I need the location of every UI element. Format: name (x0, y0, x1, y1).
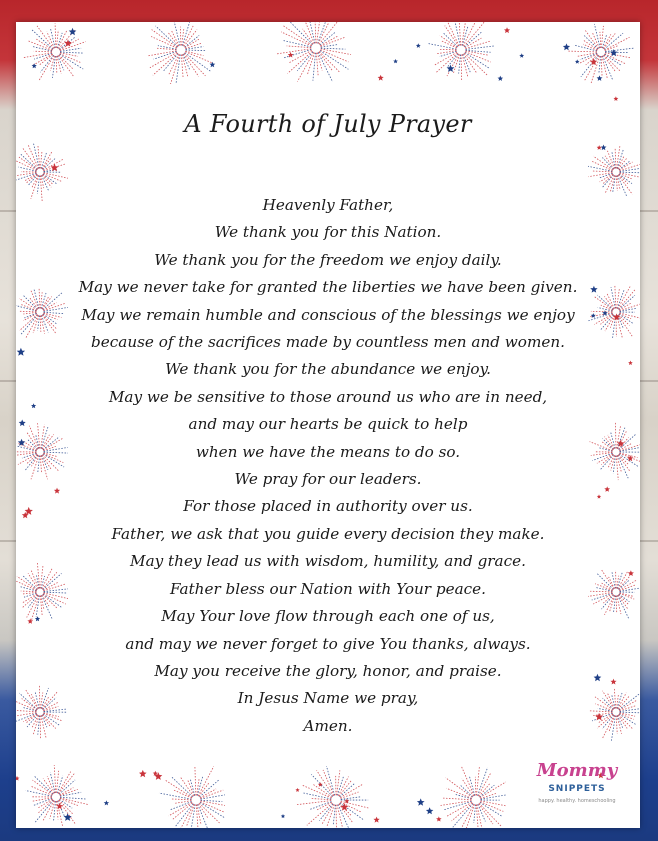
firework-burst-icon (147, 22, 212, 86)
prayer-line: May we never take for granted the liberties we have been given. (78, 278, 578, 297)
brand-logo (534, 756, 620, 816)
star-icon (393, 59, 398, 63)
firework-burst-icon (16, 686, 67, 739)
star-icon (32, 63, 37, 68)
star-icon (628, 361, 633, 366)
star-icon (594, 674, 602, 681)
prayer-line: Father, we ask that you guide every decision they make. (111, 524, 545, 543)
star-icon (628, 570, 634, 576)
prayer-line: and may we never forget to give You thanks, always. (125, 634, 531, 653)
page-title: A Fourth of July Prayer (184, 110, 472, 138)
star-icon (447, 65, 455, 72)
star-icon (595, 713, 603, 721)
prayer-line: May you receive the glory, honor, and praise. (154, 661, 502, 680)
prayer-line: We thank you for the freedom we enjoy daily. (154, 250, 502, 269)
firework-burst-icon (16, 563, 69, 620)
firework-burst-icon (25, 765, 87, 826)
firework-burst-icon (589, 688, 640, 741)
star-icon (69, 28, 77, 35)
firework-burst-icon (590, 423, 640, 481)
prayer-line: For those placed in authority over us. (183, 497, 473, 516)
star-icon (597, 494, 601, 498)
star-icon (575, 59, 580, 63)
logo-text: Mommy (536, 760, 618, 781)
printable-page (16, 22, 640, 828)
prayer-line: May Your love flow through each one of us, (161, 607, 495, 626)
firework-burst-icon (587, 569, 640, 618)
firework-burst-icon (297, 765, 370, 828)
prayer-line: and may our hearts be quick to help (188, 415, 468, 434)
star-icon (373, 817, 379, 823)
star-icon (27, 618, 33, 623)
firework-burst-icon (567, 24, 634, 83)
star-icon (17, 348, 25, 356)
star-icon (617, 440, 624, 447)
firework-burst-icon (23, 23, 86, 80)
star-icon (16, 776, 20, 781)
prayer-line: In Jesus Name we pray, (237, 689, 419, 708)
star-icon (104, 800, 109, 805)
firework-burst-icon (16, 288, 69, 337)
star-icon (426, 807, 434, 814)
star-icon (436, 816, 442, 821)
firework-burst-icon (587, 145, 640, 195)
prayer-text (68, 192, 588, 740)
firework-burst-icon (159, 764, 225, 828)
prayer-line: We thank you for this Nation. (214, 223, 442, 242)
star-icon (318, 782, 323, 787)
star-icon (417, 798, 425, 805)
firework-burst-icon (16, 144, 68, 202)
firework-burst-icon (441, 765, 507, 828)
logo-subtext: SNIPPETS (548, 784, 606, 794)
star-icon (597, 75, 603, 81)
prayer-line: when we have the means to do so. (195, 442, 461, 461)
star-icon (601, 145, 607, 151)
prayer-line: May we remain humble and conscious of the blessings we enjoy (81, 305, 575, 324)
star-icon (281, 814, 285, 818)
firework-burst-icon (428, 22, 493, 81)
star-icon (31, 403, 36, 408)
star-icon (504, 27, 510, 33)
star-icon (54, 488, 60, 494)
star-icon (604, 486, 610, 491)
star-icon (498, 76, 504, 81)
content-area (68, 84, 588, 766)
star-icon (563, 43, 570, 50)
firework-burst-icon (277, 22, 351, 82)
star-icon (610, 679, 616, 685)
prayer-line: Amen. (303, 716, 353, 735)
prayer-line: Heavenly Father, (262, 196, 394, 214)
star-icon (590, 286, 597, 293)
firework-burst-icon (16, 423, 70, 479)
star-icon (139, 770, 147, 777)
star-icon (51, 164, 59, 172)
star-icon (35, 616, 40, 621)
star-icon (519, 53, 524, 58)
prayer-line: May we be sensitive to those around us who are in need, (108, 387, 548, 406)
star-icon (295, 788, 299, 792)
star-icon (610, 49, 618, 56)
star-icon (341, 803, 349, 811)
star-icon (378, 75, 384, 81)
star-icon (64, 813, 72, 821)
prayer-line: because of the sacrifices made by countless men and women. (91, 333, 565, 352)
star-icon (288, 52, 294, 58)
star-icon (416, 43, 421, 48)
firework-burst-icon (588, 285, 640, 338)
prayer-line: Father bless our Nation with Your peace. (170, 579, 486, 598)
star-icon (614, 96, 619, 101)
logo-tagline: happy. healthy. homeschooling (538, 798, 616, 804)
prayer-line: May they lead us with wisdom, humility, and grace. (130, 552, 526, 571)
star-icon (597, 145, 602, 150)
star-icon (591, 313, 596, 318)
star-icon (19, 420, 26, 427)
prayer-line: We pray for our leaders. (234, 470, 422, 489)
prayer-line: We thank you for the abundance we enjoy. (165, 360, 491, 379)
